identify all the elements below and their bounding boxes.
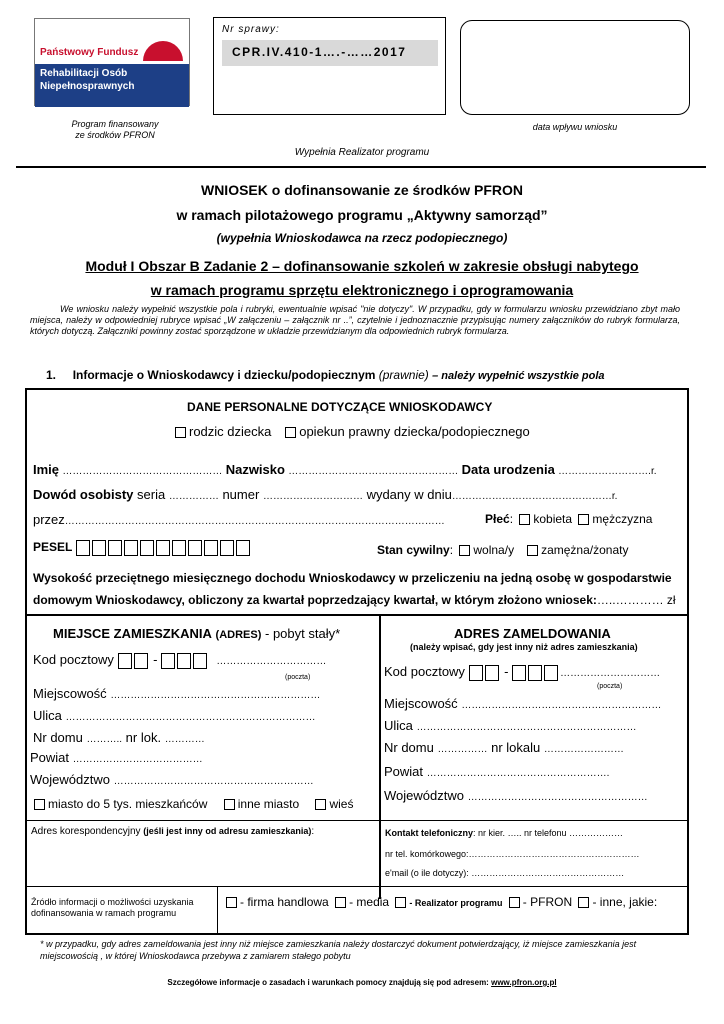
res-woj-field[interactable]: …………………………………………………… — [113, 776, 314, 787]
wydany-field[interactable]: …………………………………………r. — [451, 491, 618, 502]
imie-label: Imię — [33, 462, 60, 477]
checkbox-realizator[interactable] — [395, 897, 406, 908]
res-nrdomu-label: Nr domu — [33, 730, 83, 745]
pesel-digit[interactable] — [92, 540, 106, 556]
reg-woj-label: Województwo — [384, 788, 464, 803]
pesel-digit[interactable] — [204, 540, 218, 556]
pesel-digit[interactable] — [172, 540, 186, 556]
opt-inne-miasto-label: inne miasto — [237, 797, 300, 811]
personal-header: DANE PERSONALNE DOTYCZĄCE WNIOSKODAWCY — [187, 400, 493, 414]
checkbox-firma[interactable] — [226, 897, 237, 908]
title-line3: (wypełnia Wnioskodawca na rzecz podopiecznego) — [216, 231, 508, 245]
section1-title: Informacje o Wnioskodawcy i dziecku/podopiecznym — [72, 368, 376, 382]
checkbox-inne[interactable] — [578, 897, 589, 908]
zip-digit[interactable] — [512, 665, 526, 681]
res-miejscowosc-field[interactable]: ……………………………………………………… — [110, 690, 321, 701]
nazwisko-field[interactable]: …………………………………………… — [288, 466, 459, 477]
pesel-digit[interactable] — [220, 540, 234, 556]
module-title-line1: Moduł I Obszar B Zadanie 2 – dofinansowanie szkoleń w zakresie obsługi nabytego — [85, 258, 639, 274]
program-financed-note — [50, 119, 180, 141]
reg-powiat-row — [384, 764, 609, 779]
res-nr-row — [33, 730, 205, 745]
intro-paragraph: We wniosku należy wypełnić wszystkie pola i rubryki, ewentualnie wpisać "nie dotyczy". W przypadku, gdy w formularzu wniosku przewidziano zbyt mało miejsca, należy w odpowiedniej rubryce wpisać „W załączeniu – załącznik nr ..”, czytelnie i jednoznacznie przypisując numery załączników do rubryk formularza, których dotyczą. Załączniki powinny zostać sporządzone w układzie przewidzianym dla odpowiednich rubryk formularza. — [30, 304, 680, 336]
imie-field[interactable]: ………………………………………… — [62, 466, 223, 477]
pfron-logo — [34, 18, 190, 106]
opt-miasto5-label: miasto do 5 tys. mieszkańców — [48, 797, 208, 811]
program-line2: ze środków PFRON — [75, 130, 155, 140]
reg-miejscowosc-label: Miejscowość — [384, 696, 458, 711]
issuer-row — [33, 512, 445, 527]
pesel-digit[interactable] — [108, 540, 122, 556]
zip-digit[interactable] — [485, 665, 499, 681]
res-powiat-row — [30, 750, 203, 765]
receipt-date-box[interactable] — [460, 20, 690, 115]
wolna-label: wolna/y — [473, 543, 515, 557]
reg-woj-field[interactable]: ……………………………………………… — [467, 792, 648, 803]
checkbox-wolna[interactable] — [459, 545, 470, 556]
res-powiat-label: Powiat — [30, 750, 70, 765]
reg-powiat-field[interactable]: ………………………………………………. — [426, 768, 610, 779]
contact-row[interactable] — [385, 828, 623, 838]
reg-miejscowosc-row — [384, 696, 661, 711]
reg-nrdomu-label: Nr domu — [384, 740, 434, 755]
case-label: Nr sprawy: — [222, 24, 280, 35]
reg-poczta-field[interactable]: ………………………… — [560, 668, 661, 679]
reg-nrlokalu-label: nr lokalu — [491, 740, 541, 755]
contact-mobile-field[interactable]: nr tel. komórkowego:………………………………………………… — [385, 849, 640, 859]
pesel-boxes[interactable] — [76, 540, 252, 554]
checkbox-pfron[interactable] — [509, 897, 520, 908]
checkbox-wies[interactable] — [315, 799, 326, 810]
res-ulica-field[interactable]: ………………………………………………………………… — [65, 712, 316, 723]
logo-line1: Państwowy Fundusz — [40, 47, 139, 58]
header-divider — [16, 166, 706, 168]
seria-field[interactable]: …………… — [168, 491, 219, 502]
title-line1: WNIOSEK o dofinansowanie ze środków PFRON — [200, 182, 524, 198]
checkbox-zamezna[interactable] — [527, 545, 538, 556]
source-label: Źródło informacji o możliwości uzyskania dofinansowania w ramach programu — [31, 897, 194, 918]
res-poczta-field[interactable]: …………………………… — [216, 656, 327, 667]
stan-label: Stan cywilny — [377, 543, 450, 557]
pesel-digit[interactable] — [236, 540, 250, 556]
przez-field[interactable]: …………………………………………………………………………………………………… — [64, 516, 445, 527]
wydany-label: wydany w dniu — [366, 487, 452, 502]
zamezna-label: zamężna/żonaty — [541, 543, 629, 557]
mezczyzna-label: mężczyzna — [592, 512, 653, 526]
res-miejscowosc-row — [33, 686, 320, 701]
income-field[interactable]: …..………… zł — [596, 593, 676, 607]
marital-row: Stan cywilny: wolna/y zamężna/żonaty — [377, 543, 629, 557]
residence-sub: (ADRES) — [215, 629, 262, 641]
pesel-digit[interactable] — [140, 540, 154, 556]
realizator-note: Wypełnia Realizator programu — [294, 147, 430, 158]
opt-firma-label: - firma handlowa — [240, 895, 329, 909]
pfron-link[interactable]: www.pfron.org.pl — [491, 978, 557, 987]
res-poczta-caption: (poczta) — [285, 674, 311, 681]
res-nrdomu-field[interactable]: ……….. — [86, 734, 123, 745]
income-line1: Wysokość przeciętnego miesięcznego dochodu Wnioskodawcy w przeliczeniu na jedną osobę w gospodarstwie — [33, 571, 672, 585]
checkbox-opiekun[interactable] — [285, 427, 296, 438]
pesel-row — [33, 540, 252, 556]
opt-pfron-label: - PFRON — [522, 895, 573, 909]
zip-digit[interactable] — [134, 653, 148, 669]
divider-correspondence — [27, 820, 687, 821]
correspondence-colon: : — [311, 826, 315, 837]
reg-ulica-field[interactable]: ………………………………………………………… — [416, 722, 637, 733]
divider-vertical-address — [379, 614, 381, 899]
divider-personal — [27, 614, 687, 616]
name-row — [33, 462, 657, 477]
zip-digit[interactable] — [544, 665, 558, 681]
reg-miejscowosc-field[interactable]: …………………………………………………… — [461, 700, 662, 711]
section1-paren: (prawnie) — [378, 368, 429, 382]
module-title-line2: w ramach programu sprzętu elektronicznego i oprogramowania — [150, 282, 574, 298]
divider-source-vertical — [217, 886, 218, 933]
checkbox-kobieta[interactable] — [519, 514, 530, 525]
dowod-label: Dowód osobisty — [33, 487, 134, 502]
data-ur-label: Data urodzenia — [461, 462, 555, 477]
residence-tail: - pobyt stały* — [265, 626, 341, 641]
checkbox-miasto5[interactable] — [34, 799, 45, 810]
checkbox-mezczyzna[interactable] — [578, 514, 589, 525]
correspondence-note: (jeśli jest inny od adresu zamieszkania) — [143, 826, 312, 836]
numer-field[interactable]: ………………………… — [262, 491, 363, 502]
case-number[interactable]: CPR.IV.410-1….-……2017 — [222, 40, 438, 66]
opt-rodzic-label: rodzic dziecka — [189, 424, 272, 439]
res-kod-label: Kod pocztowy — [33, 652, 114, 667]
logo-line2: Rehabilitacji Osób — [40, 68, 128, 79]
applicant-type-options — [172, 424, 530, 439]
numer-label: numer — [222, 487, 260, 502]
pesel-digit[interactable] — [188, 540, 202, 556]
zip-digit[interactable] — [177, 653, 191, 669]
opt-realizator-label: - Realizator programu — [409, 898, 503, 908]
data-ur-field[interactable]: ……………………….r. — [558, 466, 657, 477]
res-ulica-label: Ulica — [33, 708, 62, 723]
reg-woj-row — [384, 788, 648, 803]
correspondence-label: Adres korespondencyjny — [31, 826, 141, 837]
reg-poczta-caption: (poczta) — [597, 683, 623, 690]
opt-inne-label[interactable]: - inne, jakie: — [592, 895, 658, 909]
opt-opiekun-label: opiekun prawny dziecka/podopiecznego — [299, 424, 530, 439]
kobieta-label: kobieta — [533, 512, 573, 526]
res-nrlok-field[interactable]: ………… — [164, 734, 205, 745]
footnote: * w przypadku, gdy adres zameldowania jest inny niż miejsce zamieszkania należy dostarczyć dokument potwierdzający, iż miejsce zamieszkania jest miejscowością , w której Wnioskodawca przebywa z zamiarem stałego pobytu — [40, 939, 637, 961]
title-line2: w ramach pilotażowego programu „Aktywny samorząd” — [176, 207, 548, 223]
zip-digit[interactable] — [469, 665, 483, 681]
program-line1: Program finansowany — [71, 119, 159, 129]
reg-nr-row — [384, 740, 624, 755]
res-nrlok-label: nr lok. — [125, 730, 162, 745]
id-row — [33, 487, 617, 502]
receipt-date-label: data wpływu wniosku — [532, 122, 618, 132]
case-number-box — [213, 17, 446, 115]
bottom-text: Szczegółowe informacje o zasadach i warunkach pomocy znajdują się pod adresem: — [167, 978, 489, 987]
opt-media-label: - media — [349, 895, 390, 909]
logo-line3: Niepełnosprawnych — [40, 81, 135, 92]
checkbox-rodzic[interactable] — [175, 427, 186, 438]
income-line2 — [33, 593, 676, 607]
source-options — [223, 895, 657, 909]
reg-kod-label: Kod pocztowy — [384, 664, 465, 679]
res-woj-label: Województwo — [30, 772, 110, 787]
pesel-digit[interactable] — [124, 540, 138, 556]
section1-number: 1. — [46, 368, 57, 382]
reg-powiat-label: Powiat — [384, 764, 424, 779]
bottom-info — [0, 978, 724, 987]
res-ulica-row — [33, 708, 316, 723]
section1-note: – należy wypełnić wszystkie pola — [432, 370, 605, 382]
pesel-label: PESEL — [33, 540, 73, 555]
section1-heading — [46, 368, 605, 382]
residence-header — [53, 626, 340, 641]
pesel-digit[interactable] — [156, 540, 170, 556]
divider-source — [27, 886, 687, 887]
pesel-digit[interactable] — [76, 540, 90, 556]
checkbox-media[interactable] — [335, 897, 346, 908]
correspondence-row[interactable] — [31, 826, 314, 837]
res-type-row — [31, 797, 353, 811]
residence-zip-row: Kod pocztowy - …………………………… — [33, 652, 327, 667]
zip-digit[interactable] — [118, 653, 132, 669]
checkbox-inne-miasto[interactable] — [224, 799, 235, 810]
zip-digit[interactable] — [528, 665, 542, 681]
reg-ulica-label: Ulica — [384, 718, 413, 733]
contact-email-field[interactable]: e'mail (o ile dotyczy): …………………………………………… — [385, 868, 625, 878]
income-line2-text: domowym Wnioskodawcy, obliczony za kwartał poprzedzający kwartał, w którym złożono wniosek: — [33, 593, 597, 607]
residence-title: MIEJSCE ZAMIESZKANIA — [53, 626, 212, 641]
zip-digit[interactable] — [193, 653, 207, 669]
res-miejscowosc-label: Miejscowość — [33, 686, 107, 701]
opt-wies-label: wieś — [329, 797, 354, 811]
sex-row: Płeć: kobieta mężczyzna — [485, 512, 653, 526]
plec-label: Płeć — [485, 512, 510, 526]
reg-ulica-row — [384, 718, 637, 733]
applicant-form-frame — [25, 388, 689, 935]
contact-label: Kontakt telefoniczny — [385, 828, 474, 838]
res-woj-row — [30, 772, 314, 787]
reg-nrdomu-field[interactable]: …………… — [437, 744, 488, 755]
seria-label: seria — [137, 487, 166, 502]
nazwisko-label: Nazwisko — [225, 462, 285, 477]
przez-label: przez — [33, 512, 65, 527]
contact-kier-field[interactable]: : nr kier. ….. nr telefonu ……………… — [473, 828, 624, 838]
zip-digit[interactable] — [161, 653, 175, 669]
res-powiat-field[interactable]: ………………………………… — [72, 754, 203, 765]
registered-sub: (należy wpisać, gdy jest inny niż adres zamieszkania) — [410, 642, 638, 652]
reg-zip-row: Kod pocztowy - ………………………… — [384, 664, 661, 679]
registered-header: ADRES ZAMELDOWANIA — [454, 626, 611, 641]
reg-nrlokalu-field[interactable]: …………………… — [543, 744, 624, 755]
